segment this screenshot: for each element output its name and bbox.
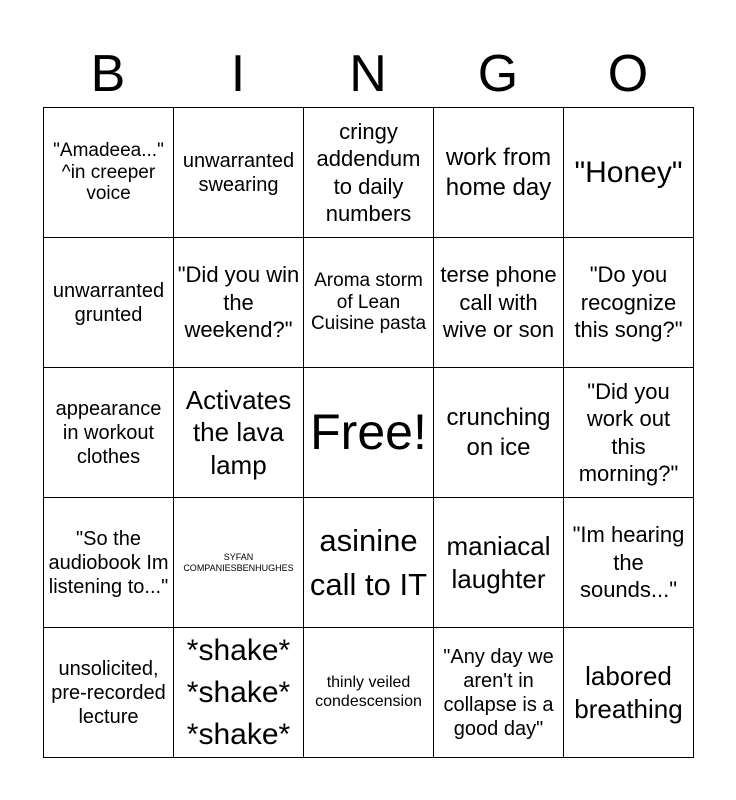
bingo-grid xyxy=(43,107,694,758)
bingo-cell[interactable]: "So the audiobook Im listening to..." xyxy=(44,498,174,628)
bingo-cell[interactable]: unsolicited, pre-recorded lecture xyxy=(44,628,174,758)
bingo-cell[interactable]: SYFAN COMPANIESBENHUGHES xyxy=(174,498,304,628)
free-space-cell[interactable]: Free! xyxy=(304,368,434,498)
bingo-cell[interactable]: appearance in workout clothes xyxy=(44,368,174,498)
bingo-cell[interactable]: terse phone call with wive or son xyxy=(434,238,564,368)
header-letter-b: B xyxy=(90,45,126,103)
bingo-cell[interactable]: unwarranted grunted xyxy=(44,238,174,368)
bingo-cell[interactable]: unwarranted swearing xyxy=(174,108,304,238)
bingo-cell[interactable]: maniacal laughter xyxy=(434,498,564,628)
bingo-cell[interactable]: *shake* *shake* *shake* xyxy=(174,628,304,758)
header-letter-o: O xyxy=(607,45,649,103)
bingo-cell[interactable]: "Im hearing the sounds..." xyxy=(564,498,694,628)
bingo-cell[interactable]: cringy addendum to daily numbers xyxy=(304,108,434,238)
header-letter-n: N xyxy=(349,45,387,103)
bingo-cell[interactable]: work from home day xyxy=(434,108,564,238)
bingo-header xyxy=(43,40,693,108)
bingo-cell[interactable]: Aroma storm of Lean Cuisine pasta xyxy=(304,238,434,368)
bingo-cell[interactable]: asinine call to IT xyxy=(304,498,434,628)
bingo-cell[interactable]: thinly veiled condescension xyxy=(304,628,434,758)
bingo-cell[interactable]: "Do you recognize this song?" xyxy=(564,238,694,368)
bingo-cell[interactable]: labored breathing xyxy=(564,628,694,758)
bingo-cell[interactable]: "Did you work out this morning?" xyxy=(564,368,694,498)
bingo-cell[interactable]: Activates the lava lamp xyxy=(174,368,304,498)
header-letter-g: G xyxy=(477,45,519,103)
bingo-cell[interactable]: "Any day we aren't in collapse is a good day" xyxy=(434,628,564,758)
header-letter-i: I xyxy=(230,45,246,103)
bingo-cell[interactable]: "Honey" xyxy=(564,108,694,238)
bingo-cell[interactable]: "Amadeea..." ^in creeper voice xyxy=(44,108,174,238)
bingo-cell[interactable]: crunching on ice xyxy=(434,368,564,498)
bingo-cell[interactable]: "Did you win the weekend?" xyxy=(174,238,304,368)
